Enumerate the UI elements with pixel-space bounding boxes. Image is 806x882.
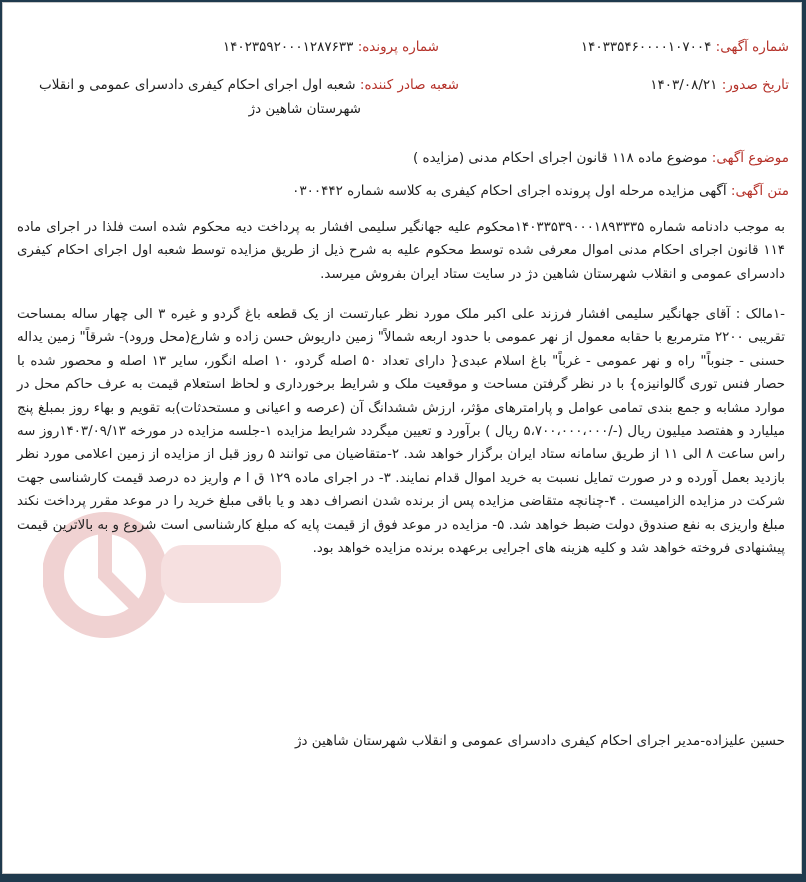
bottom-frame-bar [0, 874, 806, 882]
ad-text-value: آگهی مزایده مرحله اول پرونده اجرای احکام کیفری به کلاسه شماره ۰۳۰۰۴۴۲ [292, 183, 727, 199]
issuing-branch-label: شعبه صادر کننده: [359, 77, 459, 93]
case-number [223, 37, 439, 57]
subject-label: موضوع آگهی: [711, 150, 789, 166]
issuing-branch-second-line [249, 99, 361, 119]
ad-text [292, 181, 789, 201]
case-number-label: شماره پرونده: [357, 39, 439, 55]
ad-number-label: شماره آگهی: [715, 39, 789, 55]
issue-date [650, 75, 789, 95]
signature: حسین علیزاده-مدیر اجرای احکام کیفری دادسرای عمومی و انقلاب شهرستان شاهین دژ [294, 733, 785, 749]
notice-page [2, 2, 802, 874]
issue-date-label: تاریخ صدور: [721, 77, 789, 93]
case-number-value: ۱۴۰۲۳۵۹۲۰۰۰۱۲۸۷۶۳۳ [222, 39, 354, 55]
issuing-branch-line1: شعبه اول اجرای احکام کیفری دادسرای عمومی و انقلاب [39, 77, 356, 93]
issue-date-value: ۱۴۰۳/۰۸/۲۱ [650, 77, 718, 93]
ad-text-label: متن آگهی: [730, 183, 789, 199]
ad-number-value: ۱۴۰۳۳۵۴۶۰۰۰۰۱۰۷۰۰۴ [580, 39, 712, 55]
paragraph-1: به موجب دادنامه شماره ۱۴۰۳۳۵۳۹۰۰۰۱۸۹۳۳۳۵محکوم علیه جهانگیر سلیمی افشار به پرداخت دیه محکوم شده است فلذا در اجرای ماده ۱۱۴ قانون اجرای احکام مدنی اموال معرفی شده توسط محکوم علیه به شرح ذیل از طریق مزایده توسط شعبه اول اجرای احکام کیفری دادسرای عمومی و انقلاب شهرستان شاهین دژ در سایت ستاد ایران بفروش میرسد. [17, 220, 785, 282]
subject [413, 148, 789, 168]
issuing-branch-line2: شهرستان شاهین دژ [248, 101, 361, 117]
subject-value: موضوع ماده ۱۱۸ قانون اجرای احکام مدنی (مزایده ) [412, 150, 708, 166]
paragraph-2: -۱مالک : آقای جهانگیر سلیمی افشار فرزند علی اکبر ملک مورد نظر عبارتست از یک قطعه باغ گردو و غیره ۳ الی چهار ساله بمساحت تقریبی ۲۲۰۰ مترمربع با حقابه معمول از نهر عمومی با حدود اربعه شمالاً" زمین داریوش حسن زاده و شارع(محل ورود)- شرقاً" زمین یداله حسنی - جنوباً" راه و نهر عمومی - غرباً" باغ اسلام عبدی{ دارای تعداد ۵۰ اصله گردو، ۱۰ اصله انگور، سایر ۱۳ اصله و محصور شده با حصار فنس توری گالوانیزه} با در نظر گرفتن مساحت و موقعیت ملک و شرایط برخورداری و لحاظ استعلام قیمت به عرف حاکم محل در موارد مشابه و جمع بندی تمامی عوامل و پارامترهای مؤثر، ارزش ششدانگ آن (عرصه و اعیانی و مستحدثات)به تقویم و بهاء روز بمبلغ پنج میلیارد و هفتصد میلیون ریال (-/۵،۷۰۰،۰۰۰،۰۰۰ ریال ) برآورد و تعیین میگردد شرایط مزایده ۱-جلسه مزایده در مورخه ۱۴۰۳/۰۹/۱۳روز سه راس ساعت ۸ الی ۱۱ از طریق سامانه ستاد ایران برگزار خواهد شد. ۲-متقاضیان می توانند ۵ روز قبل از مزایده از زمین اعلامی مورد نظر بازدید بعمل آورده و در صورت تمایل نسبت به خرید اموال قدام نمایند. ۳- در اجرای ماده ۱۲۹ ق ا م واریز ده درصد قیمت کارشناسی جهت شرکت در مزایده الزامیست . ۴-چنانچه متقاضی مزایده پس از برنده شدن انصراف دهد و یا باقی مبلغ خرید را در موعد مقرر پرداخت نکند مبلغ واریزی به نفع صندوق دولت ضبط خواهد شد. ۵- مزایده در موعد فوق از قیمت پایه که مبلغ کارشناسی است شروع و به بالاترین قیمت پیشنهادی فروخته خواهد شد و کلیه هزینه های اجرایی برعهده برنده مزایده خواهد بود. [17, 307, 786, 557]
issuing-branch [39, 75, 459, 95]
ad-number [581, 37, 789, 57]
